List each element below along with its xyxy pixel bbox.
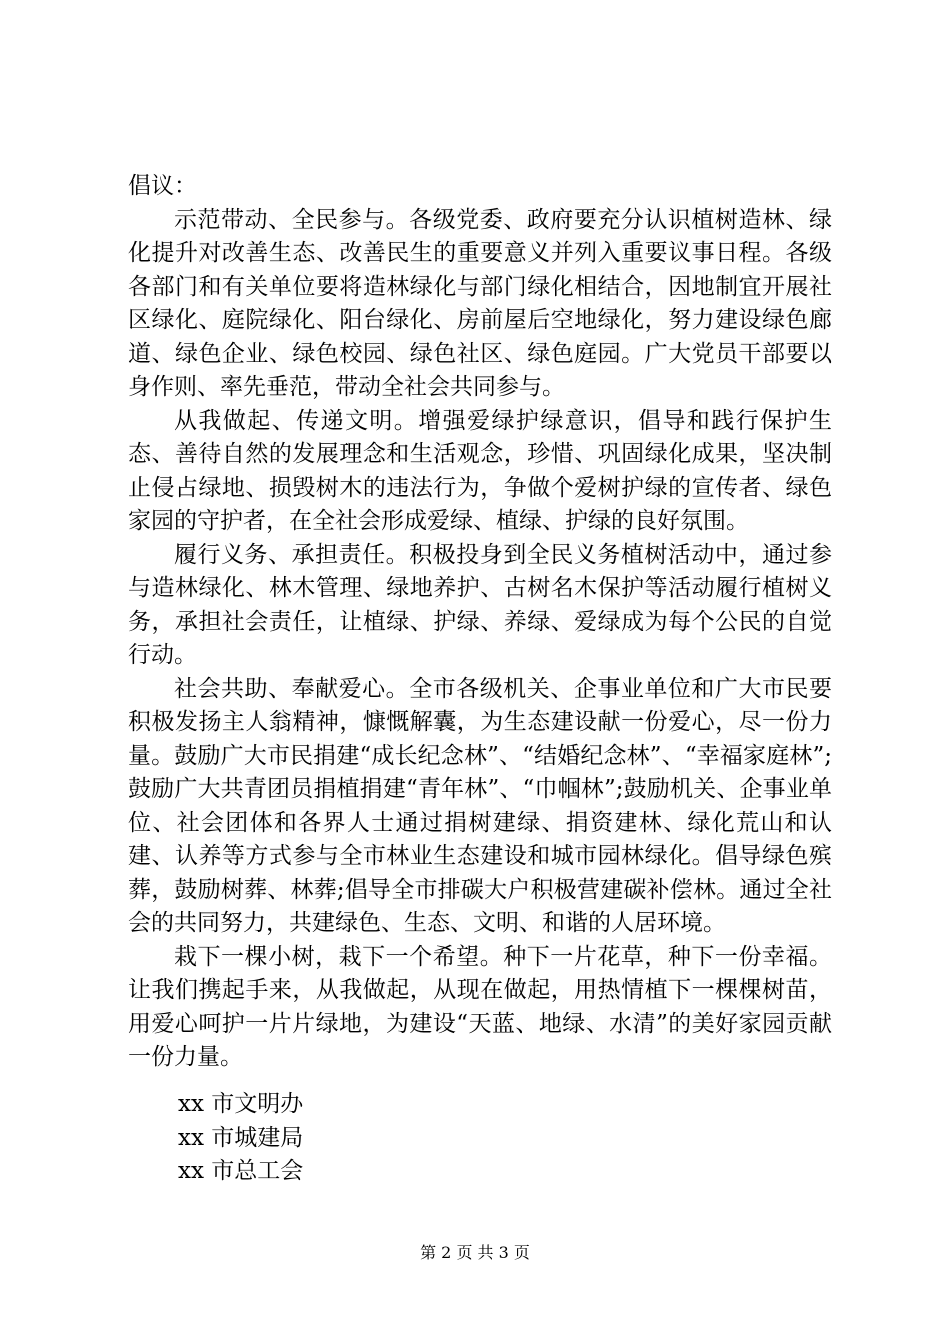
paragraph-social-help: 社会共助、奉献爱心。全市各级机关、企事业单位和广大市民要积极发扬主人翁精神，慷慨解囊，为生态建设献一份爱心，尽一份力量。鼓励广大市民捐建“成长纪念林”、“结婚纪念林”、“幸福家庭林”;鼓励广大共青团员捐植捐建“青年林”、“巾帼林”;鼓励机关、企事业单位、社会团体和各界人士通过捐树建绿、捐资建林、绿化荒山和认建、认养等方式参与全市林业生态建设和城市园林绿化。倡导绿色殡葬，鼓励树葬、林葬;倡导全市排碳大户积极营建碳补偿林。通过全社会的共同努力，共建绿色、生态、文明、和谐的人居环境。: [128, 675, 832, 936]
paragraph-fulfill-duty: 履行义务、承担责任。积极投身到全民义务植树活动中，通过参与造林绿化、林木管理、绿地养护、古树名木保护等活动履行植树义务，承担社会责任，让植绿、护绿、养绿、爱绿成为每个公民的自觉行动。: [128, 541, 832, 668]
page-number-footer: 第 2 页 共 3 页: [420, 1243, 530, 1262]
document-heading: 倡议：: [128, 173, 197, 199]
signatory-urban-construction: xx 市城建局: [178, 1124, 304, 1151]
paragraph-demonstration: 示范带动、全民参与。各级党委、政府要充分认识植树造林、绿化提升对改善生态、改善民生的重要意义并列入重要议事日程。各级各部门和有关单位要将造林绿化与部门绿化相结合，因地制宜开展社区绿化、庭院绿化、阳台绿化、房前屋后空地绿化，努力建设绿色廊道、绿色企业、绿色校园、绿色社区、绿色庭园。广大党员干部要以身作则、率先垂范，带动全社会共同参与。: [128, 206, 832, 400]
signatory-trade-union: xx 市总工会: [178, 1158, 304, 1184]
paragraph-closing: 栽下一棵小树，栽下一个希望。种下一片花草，种下一份幸福。让我们携起手来，从我做起，从现在做起，用热情植下一棵棵树苗，用爱心呵护一片片绿地，为建设“天蓝、地绿、水清”的美好家园贡献一份力量。: [128, 943, 832, 1070]
signatory-list: [178, 1088, 303, 1189]
paragraph-start-from-me: 从我做起、传递文明。增强爱绿护绿意识，倡导和践行保护生态、善待自然的发展理念和生活观念，珍惜、巩固绿化成果，坚决制止侵占绿地、损毁树木的违法行为，争做个爱树护绿的宣传者、绿色家园的守护者，在全社会形成爱绿、植绿、护绿的良好氛围。: [128, 407, 832, 534]
signatory-civilization-office: xx 市文明办: [178, 1091, 304, 1117]
document-body: [128, 170, 832, 1075]
